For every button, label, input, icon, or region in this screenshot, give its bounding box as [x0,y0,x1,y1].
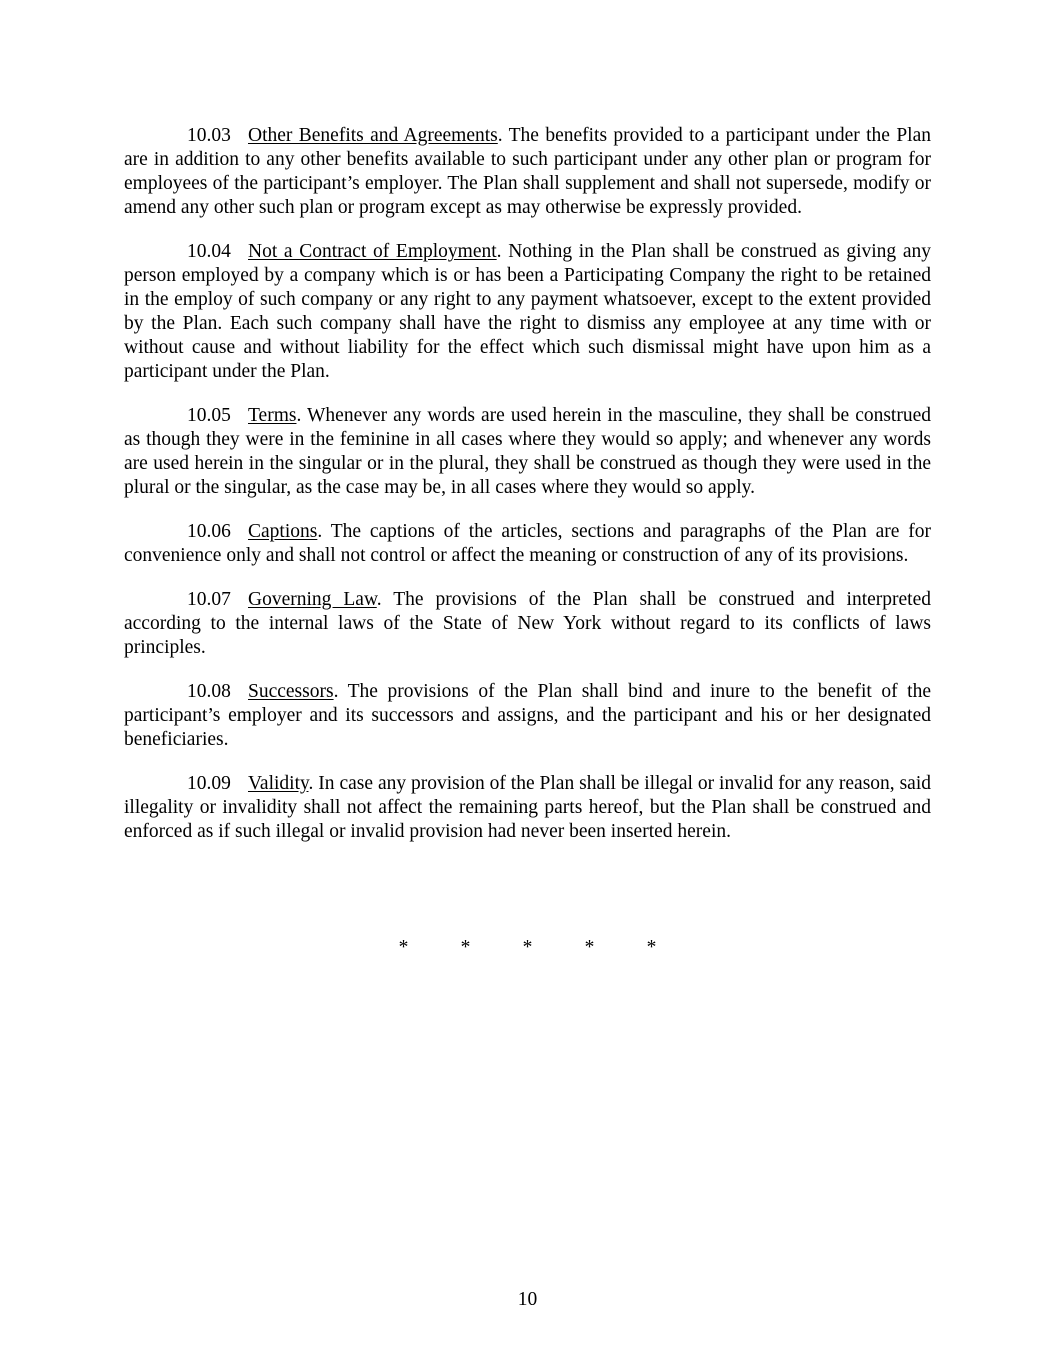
section-10-05 [124,404,931,500]
section-number: 10.08 [187,681,231,702]
section-text: . Nothing in the Plan shall be construed as giving any person employed by a company which is or has been a Participating Company the right to be retained in the employ of such company or any right to any payment whatsoever, except to the extent provided by the Plan. Each such company shall have the right to dismiss any employee at any time with or without cause and without liability for the effect which such dismissal might have upon him as a participant under the Plan. [124,241,931,382]
end-of-article-separator [0,936,1055,960]
section-number: 10.03 [187,125,231,146]
section-heading: Terms [248,405,297,426]
separator-star: * [522,937,533,958]
document-body [124,124,931,864]
section-text: . The benefits provided to a participant under the Plan are in addition to any other benefits available to such participant under any other plan or program for employees of the participant’s employer. The Plan shall supplement and shall not supersede, modify or amend any other such plan or program except as may otherwise be expressly provided. [124,125,931,218]
section-10-07 [124,588,931,660]
section-number: 10.09 [187,773,231,794]
section-number: 10.06 [187,521,231,542]
section-10-09 [124,772,931,844]
section-10-06 [124,520,931,568]
section-heading: Captions [248,521,318,542]
section-10-04 [124,240,931,384]
section-text: . Whenever any words are used herein in the masculine, they shall be construed as though they were in the feminine in all cases where they would so apply; and whenever any words are used herein in the singular or in the plural, they shall be construed as though they were used in the plural or the singular, as the case may be, in all cases where they would so apply. [124,405,931,498]
section-heading: Validity [248,773,309,794]
separator-star: * [584,937,595,958]
section-number: 10.05 [187,405,231,426]
page-number: 10 [517,1289,538,1310]
separator-star: * [460,937,471,958]
section-text: . In case any provision of the Plan shall be illegal or invalid for any reason, said illegality or invalidity shall not affect the remaining parts hereof, but the Plan shall be construed and enforced as if such illegal or invalid provision had never been inserted herein. [124,773,931,842]
section-heading: Other Benefits and Agreements [248,125,498,146]
section-number: 10.04 [187,241,231,262]
section-heading: Successors [248,681,334,702]
separator-star: * [398,937,409,958]
section-text: . The captions of the articles, sections and paragraphs of the Plan are for convenience only and shall not control or affect the meaning or construction of any of its provisions. [124,521,931,566]
section-number: 10.07 [187,589,231,610]
section-heading: Governing Law [248,589,377,610]
section-text: . The provisions of the Plan shall be construed and interpreted according to the internal laws of the State of New York without regard to its conflicts of laws principles. [124,589,932,658]
separator-star: * [646,937,657,958]
section-heading: Not a Contract of Employment [248,241,497,262]
section-10-03 [124,124,931,220]
section-text: . The provisions of the Plan shall bind and inure to the benefit of the participant’s employer and its successors and assigns, and the participant and his or her designated beneficiaries. [124,681,931,750]
section-10-08 [124,680,931,752]
